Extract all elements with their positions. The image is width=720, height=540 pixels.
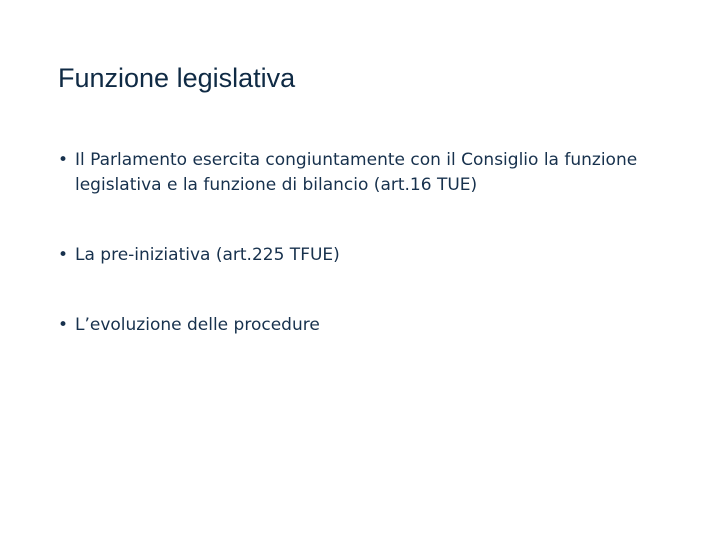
- slide-title: Funzione legislativa: [58, 63, 296, 93]
- bullet-text: Il Parlamento esercita congiuntamente con il Consiglio la funzione legislativa e la funzione di bilancio (art.16 TUE): [75, 150, 638, 195]
- bullet-item: [58, 148, 678, 198]
- bullet-item: [58, 313, 678, 338]
- bullet-point-icon: •: [58, 245, 69, 265]
- bullet-list: [58, 148, 678, 338]
- bullet-item: [58, 243, 678, 268]
- bullet-point-icon: •: [58, 150, 69, 170]
- bullet-text: L’evoluzione delle procedure: [75, 315, 320, 335]
- bullet-text: La pre-iniziativa (art.225 TFUE): [75, 245, 340, 265]
- bullet-point-icon: •: [58, 315, 69, 335]
